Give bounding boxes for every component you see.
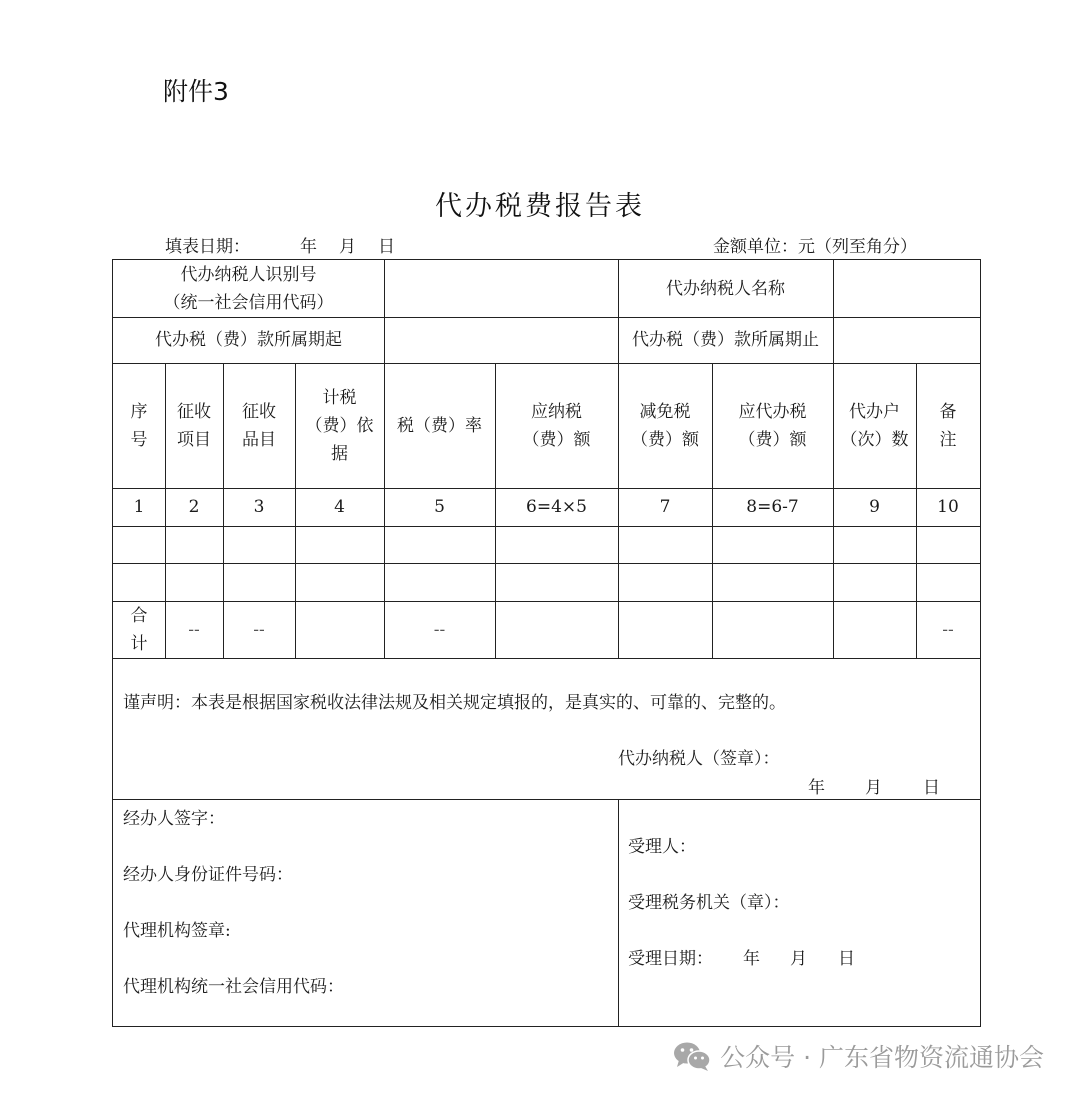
column-number: 3 — [253, 497, 265, 517]
fill-date-year: 年 — [300, 237, 317, 257]
watermark-text: 公众号 · 广东省物资流通协会 — [720, 1043, 1044, 1072]
column-header-line: （费）额 — [522, 429, 591, 450]
amount-unit: 金额单位：元（列至角分） — [713, 237, 917, 257]
column-header-line: 减免税 — [639, 401, 691, 422]
total-label — [113, 601, 165, 658]
fill-date-month: 月 — [339, 237, 356, 257]
column-header-line: 应代办税 — [738, 401, 807, 422]
column-header — [113, 363, 165, 488]
column-number: 2 — [188, 497, 200, 517]
column-number: 9 — [869, 497, 880, 517]
acceptance-month: 月 — [790, 949, 807, 969]
handler-signature: 经办人签字： — [123, 809, 225, 829]
total-label-line1: 合 — [130, 605, 148, 626]
taxpayer-id-line1: 代办纳税人识别号 — [180, 264, 317, 285]
column-header — [295, 363, 384, 488]
column-header — [384, 363, 495, 488]
declaration-day: 日 — [923, 778, 940, 798]
period-start-label: 代办税（费）款所属期起 — [155, 330, 342, 350]
column-header — [833, 363, 916, 488]
column-header-line: 号 — [130, 429, 148, 450]
agency-seal: 代理机构签章: — [123, 921, 231, 941]
column-header — [165, 363, 223, 488]
taxpayer-id-value[interactable] — [385, 260, 618, 317]
period-end-label: 代办税（费）款所属期止 — [632, 330, 819, 350]
column-header-line: 备 — [939, 401, 957, 422]
column-header-line: 据 — [331, 443, 348, 464]
total-cell — [618, 601, 712, 658]
form-title: 代办税费报告表 — [435, 191, 645, 222]
total-cell — [295, 601, 384, 658]
total-cell: -- — [942, 619, 954, 640]
period-end-value[interactable] — [834, 317, 980, 363]
column-number: 10 — [937, 497, 959, 517]
column-header-line: （费）依 — [305, 415, 374, 436]
declaration-month: 月 — [865, 778, 882, 798]
column-header — [712, 363, 833, 488]
column-number: 6=4×5 — [526, 497, 587, 517]
total-cell: -- — [433, 619, 446, 640]
total-cell: -- — [188, 619, 200, 640]
column-header-line: （费）额 — [631, 429, 699, 450]
column-header-line: 序 — [130, 401, 148, 422]
handler-id: 经办人身份证件号码： — [123, 865, 293, 885]
column-number: 7 — [659, 497, 671, 517]
rule — [618, 799, 619, 1027]
taxpayer-id-line2: （统一社会信用代码） — [163, 292, 334, 313]
column-header — [495, 363, 618, 488]
column-number: 5 — [434, 497, 445, 517]
column-header-line: 品目 — [242, 429, 276, 450]
column-header-line: 计税 — [322, 387, 357, 408]
fill-date-label: 填表日期： — [165, 237, 250, 257]
declaration-signature: 代办纳税人（签章）： — [618, 749, 780, 769]
column-number: 4 — [334, 497, 345, 517]
column-header-line: 应纳税 — [531, 401, 582, 422]
taxpayer-id-label — [113, 260, 384, 317]
wechat-icon — [672, 1040, 712, 1072]
column-header — [223, 363, 295, 488]
report-table — [112, 259, 981, 1027]
fill-date — [165, 232, 395, 257]
table-row[interactable] — [113, 526, 980, 563]
total-label-line2: 计 — [130, 633, 148, 654]
total-cell: -- — [253, 619, 265, 640]
column-header-line: 税（费）率 — [397, 415, 482, 436]
column-header-line: 代办户 — [849, 401, 900, 422]
acceptor: 受理人： — [628, 837, 696, 857]
column-header-line: 征收 — [242, 401, 276, 422]
taxpayer-name-label: 代办纳税人名称 — [666, 278, 785, 299]
total-cell — [712, 601, 833, 658]
column-header-line: （费）额 — [738, 429, 807, 450]
period-start-value[interactable] — [385, 317, 618, 363]
acceptance-day: 日 — [838, 949, 855, 969]
tax-office: 受理税务机关（章）： — [628, 893, 790, 913]
acceptance-year: 年 — [743, 949, 760, 969]
column-header-line: 项目 — [177, 429, 211, 450]
rule — [113, 658, 980, 659]
table-row[interactable] — [113, 563, 980, 601]
total-cell — [495, 601, 618, 658]
rule — [113, 799, 980, 800]
column-header-line: 注 — [939, 429, 957, 450]
column-number: 8=6-7 — [746, 497, 799, 517]
attachment-label: 附件3 — [163, 77, 229, 106]
column-header-line: （次）数 — [840, 429, 909, 450]
column-header-line: 征收 — [177, 401, 211, 422]
agency-credit-code: 代理机构统一社会信用代码： — [123, 977, 344, 997]
declaration-text: 谨声明：本表是根据国家税收法律法规及相关规定填报的，是真实的、可靠的、完整的。 — [123, 693, 786, 713]
declaration-year: 年 — [808, 778, 825, 798]
column-header — [916, 363, 980, 488]
fill-date-day: 日 — [378, 237, 395, 257]
column-number: 1 — [133, 497, 145, 517]
total-cell — [833, 601, 916, 658]
taxpayer-name-value[interactable] — [834, 260, 980, 317]
watermark — [672, 1038, 1044, 1074]
column-header — [618, 363, 712, 488]
acceptance-date-label: 受理日期： — [628, 949, 713, 969]
